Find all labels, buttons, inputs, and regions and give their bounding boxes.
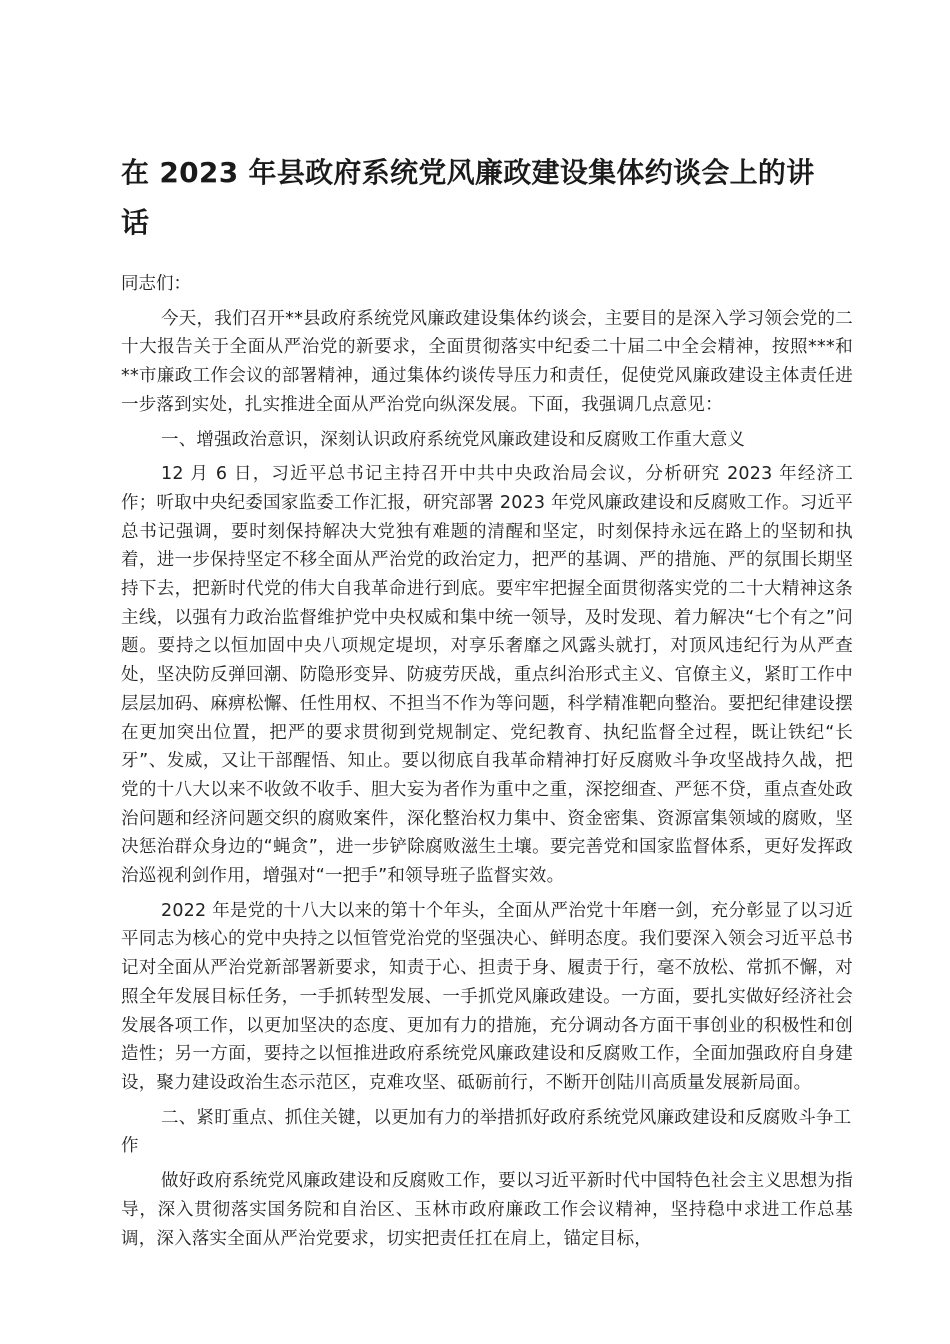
paragraph-meeting: 12 月 6 日，习近平总书记主持召开中共中央政治局会议，分析研究 2023 年经济工作；听取中央纪委国家监委工作汇报，研究部署 2023 年党风廉政建设和反腐败工作。习近平总书记强调，要时刻保持解决大党独有难题的清醒和坚定，时刻保持永远在路上的坚韧和执着，进一步保持坚定不移全面从严治党的政治定力，把严的基调、严的措施、严的氛围长期坚持下去，把新时代党的伟大自我革命进行到底。要牢牢把握全面贯彻落实党的二十大精神这条主线，以强有力政治监督维护党中央权威和集中统一领导，及时发现、着力解决“七个有之”问题。要持之以恒加固中央八项规定堤坝，对享乐奢靡之风露头就打，对顶风违纪行为从严查处，坚决防反弹回潮、防隐形变异、防疲劳厌战，重点纠治形式主义、官僚主义，紧盯工作中层层加码、麻痹松懈、任性用权、不担当不作为等问题，科学精准靶向整治。要把纪律建设摆在更加突出位置，把严的要求贯彻到党规制定、党纪教育、执纪监督全过程，既让铁纪“长牙”、发威，又让干部醒悟、知止。要以彻底自我革命精神打好反腐败斗争攻坚战持久战，把党的十八大以来不收敛不收手、胆大妄为者作为重中之重，深挖细查、严惩不贷，重点查处政治问题和经济问题交织的腐败案件，深化整治权力集中、资金密集、资源富集领域的腐败，坚决惩治群众身边的“蝇贪”，进一步铲除腐败滋生土壤。要完善党和国家监督体系，更好发挥政治巡视利剑作用，增强对“一把手”和领导班子监督实效。 — [121, 464, 853, 887]
salutation: 同志们： — [121, 274, 191, 294]
paragraph-2022: 2022 年是党的十八大以来的第十个年头，全面从严治党十年磨一剑，充分彰显了以习近平同志为核心的党中央持之以恒管党治党的坚强决心、鲜明态度。我们要深入领会习近平总书记对全面从严治党新部署新要求，知责于心、担责于身、履责于行，毫不放松、常抓不懈，对照全年发展目标任务，一手抓转型发展、一手抓党风廉政建设。一方面，要扎实做好经济社会发展各项工作，以更加坚决的态度、更加有力的措施，充分调动各方面干事创业的积极性和创造性；另一方面，要持之以恒推进政府系统党风廉政建设和反腐败工作，全面加强政府自身建设，聚力建设政治生态示范区，克难攻坚、砥砺前行，不断开创陆川高质量发展新局面。 — [121, 900, 853, 1093]
document-title: 在 2023 年县政府系统党风廉政建设集体约谈会上的讲话 — [121, 156, 815, 239]
paragraph-work: 做好政府系统党风廉政建设和反腐败工作，要以习近平新时代中国特色社会主义思想为指导，深入贯彻落实国务院和自治区、玉林市政府廉政工作会议精神，坚持稳中求进工作总基调，深入落实全面从严治党要求，切实把责任扛在肩上，锚定目标， — [121, 1171, 853, 1249]
paragraph-intro: 今天，我们召开**县政府系统党风廉政建设集体约谈会，主要目的是深入学习领会党的二十大报告关于全面从严治党的新要求，全面贯彻落实中纪委二十届二中全会精神，按照***和**市廉政工作会议的部署精神，通过集体约谈传导压力和责任，促使党风廉政建设主体责任进一步落到实处，扎实推进全面从严治党向纵深发展。下面，我强调几点意见： — [121, 308, 853, 415]
section-heading-1: 一、增强政治意识，深刻认识政府系统党风廉政建设和反腐败工作重大意义 — [161, 429, 746, 450]
document-page — [121, 148, 853, 1253]
section-heading-2: 二、紧盯重点、抓住关键，以更加有力的举措抓好政府系统党风廉政建设和反腐败斗争工作 — [121, 1107, 852, 1157]
